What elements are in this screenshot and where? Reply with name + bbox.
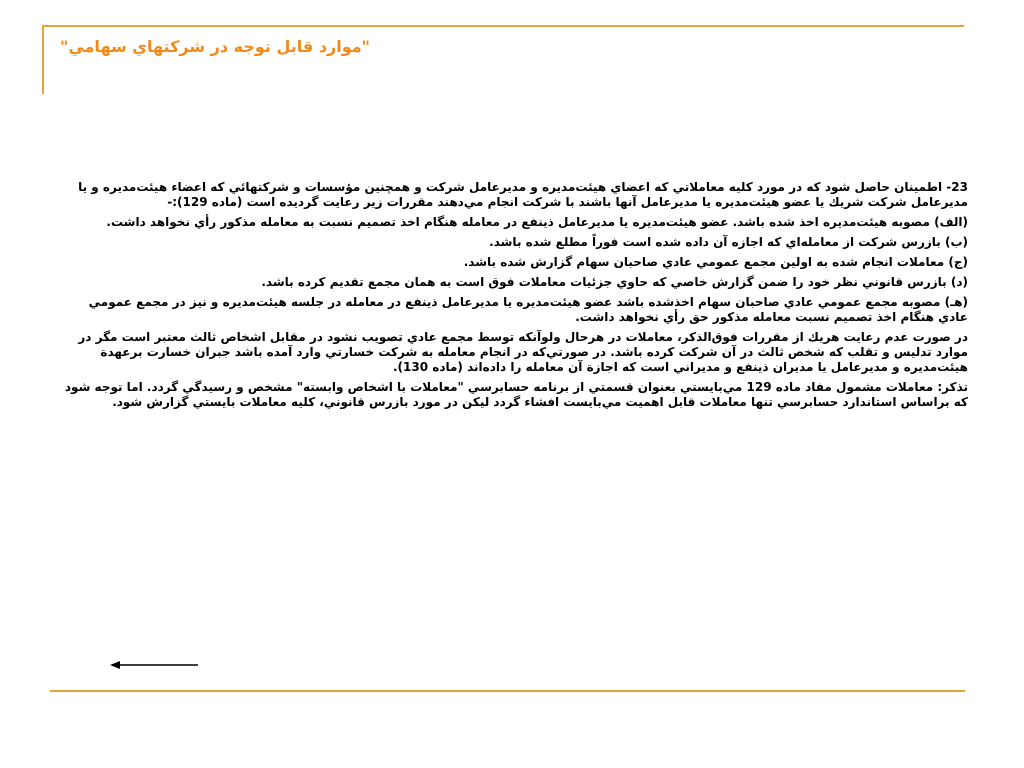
paragraph-article-129: 23- اطمينان حاصل شود كه در مورد كليه معاملاتي كه اعضاي هيئت‌مديره و مديرعامل شركت و همچنين مؤسسات و شركتهائي كه اعضاء هيئت‌مديره و يا مديرعامل شركت شريك يا عضو هيئت‌مديره يا مديرعامل آنها باشند با شركت انجام مي‌دهند مقررات زير رعايت گرديده است (ماده 129):- — [78, 180, 968, 209]
paragraph-be: (ب) بازرس شركت از معامله‌اي كه اجازه آن داده شده است فوراً مطلع شده باشد. — [489, 235, 968, 249]
top-divider — [42, 25, 964, 27]
paragraph-alef: (الف) مصوبه هيئت‌مديره اخذ شده باشد. عضو هيئت‌مديره يا مديرعامل ذينفع در معامله هنگام اخذ تصميم نسبت به معامله مذكور رأي نخواهد داشت. — [106, 215, 968, 229]
paragraph-dal: (د) بازرس قانوني نظر خود را ضمن گزارش خاصي كه حاوي جزئيات معاملات فوق است به همان مجمع تقديم كرده باشد. — [261, 275, 968, 289]
slide-title: "موارد قابل توجه در شركتهاي سهامي" — [60, 37, 370, 56]
bottom-divider — [50, 690, 965, 692]
paragraph-article-130: در صورت عدم رعايت هريك از مقررات فوق‌الذكر، معاملات در هرحال ولوآنكه توسط مجمع عادي تصويب نشود در مقابل اشخاص ثالث معتبر است مگر در موارد تدليس و تقلب كه شخص ثالث در آن شركت كرده باشد. در صورتي‌كه در انجام معامله به شركت خسارتي وارد آمده باشد جبران خسارت برعهدة هيئت‌مديره و مديرعامل يا مديران ذينفع و مديراني است كه اجازة آن معامله را داده‌اند (ماده 130). — [78, 330, 968, 374]
paragraph-he: (هـ) مصوبه مجمع عمومي عادي صاحبان سهام اخذشده باشد عضو هيئت‌مديره يا مديرعامل ذينفع در معامله در جلسه هيئت‌مديره و نيز در مجمع عمومي عادي هنگام اخذ تصميم نسبت معامله مذكور حق رأي نخواهد داشت. — [88, 295, 968, 324]
paragraph-note: تذكر: معاملات مشمول مفاد ماده 129 مي‌بايستي بعنوان قسمتي از برنامه حسابرسي "معاملات با اشخاص وابسته" مشخص و رسيدگي گردد. اما توجه شود كه براساس استاندارد حسابرسي تنها معاملات قابل اهميت مي‌بايست افشاء گردد ليكن در مورد بازرس قانوني، كليه معاملات بايستي گزارش شود. — [64, 380, 968, 409]
paragraph-jim: (ج) معاملات انجام شده به اولين مجمع عمومي عادي صاحبان سهام گزارش شده باشد. — [463, 255, 968, 269]
left-divider — [42, 25, 44, 94]
slide-body — [60, 180, 968, 575]
left-arrow-icon[interactable] — [108, 658, 202, 672]
